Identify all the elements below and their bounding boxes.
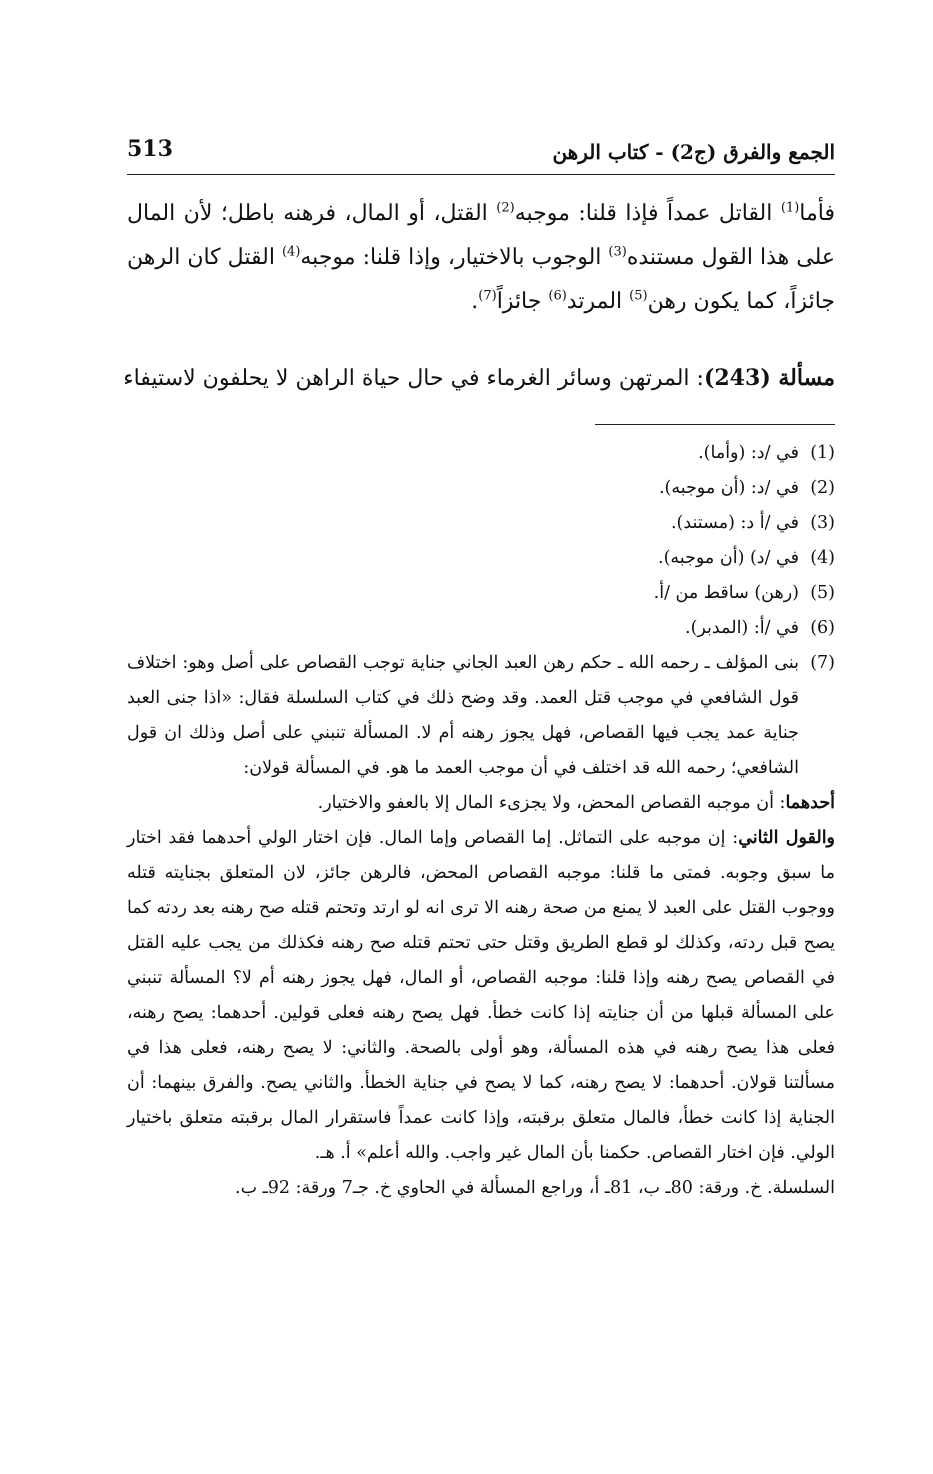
footnote-number: (5)	[810, 583, 835, 603]
footnote-text: في /د) (أن موجبه).	[658, 548, 799, 568]
footnote-number: (7)	[810, 653, 835, 673]
running-title: الجمع والفرق (ج2) - كتاب الرهن	[552, 140, 835, 164]
main-text-part: المرتد	[566, 289, 630, 314]
footnote-number: (2)	[810, 478, 835, 498]
footnote-paragraph: بنى المؤلف ـ رحمه الله ـ حكم رهن العبد الجاني جناية توجب القصاص على أصل وهو: اختلاف قول الشافعي في موجب قتل العمد. وقد وضح ذلك في كتاب السلسلة فقال: «اذا جنى العبد جناية عمد يجب فيها القصاص، فهل يجوز رهنه أم لا. المسألة تنبني على أصل وذلك ان قول الشافعي؛ رحمه الله قد اختلف في أن موجب العمد ما هو. في المسألة قولان:	[127, 653, 799, 778]
footnote-ref[interactable]: (5)	[629, 288, 648, 304]
footnote-paragraph	[127, 786, 835, 821]
footnote-divider	[595, 424, 835, 425]
footnote-text: في /د: (وأما).	[698, 443, 799, 463]
footnote-item	[127, 541, 835, 576]
footnote-number: (1)	[810, 443, 835, 463]
issue-number: مسألة (243)	[703, 365, 835, 391]
main-text-part: جائزاً	[496, 289, 549, 314]
page-header	[127, 136, 835, 175]
page-number: 513	[127, 136, 173, 162]
footnote-body	[127, 646, 799, 786]
main-text-part: الوجوب بالاختيار، وإذا قلنا: موجبه	[300, 245, 609, 270]
footnote-item	[127, 471, 835, 506]
main-paragraph	[127, 192, 835, 324]
footnote-item	[127, 436, 835, 471]
footnote-item	[127, 576, 835, 611]
footnote-paragraph-text: : أن موجبه القصاص المحض، ولا يجزىء المال إلا بالعفو والاختيار.	[317, 793, 786, 813]
footnote-item	[127, 506, 835, 541]
footnote-ref[interactable]: (3)	[608, 244, 627, 260]
issue-text: : المرتهن وسائر الغرماء في حال حياة الراهن لا يحلفون لاستيفاء	[123, 366, 704, 391]
footnote-ref[interactable]: (1)	[780, 200, 800, 216]
footnote-text: في /د: (أن موجبه).	[658, 478, 799, 498]
footnotes	[127, 436, 835, 1206]
main-text-part: القتل كان الرهن جائزاً، كما يكون رهن	[127, 245, 835, 314]
footnote-bold-lead: أحدهما	[785, 793, 835, 813]
footnote-ref[interactable]: (6)	[548, 288, 567, 304]
footnote-paragraph-text: : إن موجبه على التماثل. إما القصاص وإما المال. فإن اختار الولي أحدهما فقد اختار ما سبق وجوبه. فمتى ما قلنا: موجبه القصاص المحض، فالرهن جائز، لان المتعلق بجنايته قتله ووجوب القتل على العبد لا يمنع من صحة رهنه الا ترى انه لو ارتد وتحتم قتله صح رهنه بعد ردته كما يصح قبل ردته، وكذلك لو قطع الطريق وقتل حتى تحتم قتله صح رهنه فكذلك من يجب عليه القتل في القصاص يصح رهنه وإذا قلنا: موجبه القصاص، أو المال، فهل يجوز رهنه أم لا؟ المسألة تنبني على المسألة قبلها من أن جنايته إذا كانت خطأ. فهل يصح رهنه فعلى قولين. أحدهما: يصح رهنه، فعلى هذا يصح رهنه في هذه المسألة، وهو أولى بالصحة. والثاني: لا يصح رهنه، فعلى هذا في مسألتنا قولان. أحدهما: لا يصح رهنه، كما لا يصح في جناية الخطأ. والثاني يصح. والفرق بينهما: أن الجناية إذا كانت خطأ، فالمال متعلق برقبته، وإذا كانت عمداً فاستقرار المال برقبته متعلق باختيار الولي. فإن اختار القصاص. حكمنا بأن المال غير واجب. والله أعلم» أ. هـ.	[127, 828, 835, 1163]
main-text-part: فأما	[799, 201, 835, 226]
footnote-number: (4)	[810, 548, 835, 568]
main-text-part: القتل، أو المال، فرهنه باطل؛ لأن المال على هذا القول مستنده	[127, 201, 835, 270]
footnote-text: في /أ د: (مستند).	[670, 513, 799, 533]
footnote-source: السلسلة. خ. ورقة: 80ـ ب، 81ـ أ، وراجع المسألة في الحاوي خ. جـ7 ورقة: 92ـ ب.	[235, 1178, 835, 1198]
footnote-ref[interactable]: (7)	[478, 288, 497, 304]
footnote-ref[interactable]: (2)	[496, 200, 515, 216]
main-text-part: .	[471, 289, 479, 314]
main-text-part: القاتل عمداً فإذا قلنا: موجبه	[514, 201, 781, 226]
issue-heading	[123, 356, 835, 401]
footnote-item-long	[127, 646, 835, 786]
footnote-paragraph	[127, 821, 835, 1171]
footnote-item	[127, 611, 835, 646]
footnote-text: (رهن) ساقط من /أ.	[653, 583, 799, 603]
footnote-number: (6)	[810, 618, 835, 638]
footnote-bold-lead: والقول الثاني	[738, 828, 836, 848]
footnote-text: في /أ: (المدبر).	[685, 618, 799, 638]
footnote-ref[interactable]: (4)	[281, 244, 301, 260]
footnote-number: (3)	[810, 513, 835, 533]
